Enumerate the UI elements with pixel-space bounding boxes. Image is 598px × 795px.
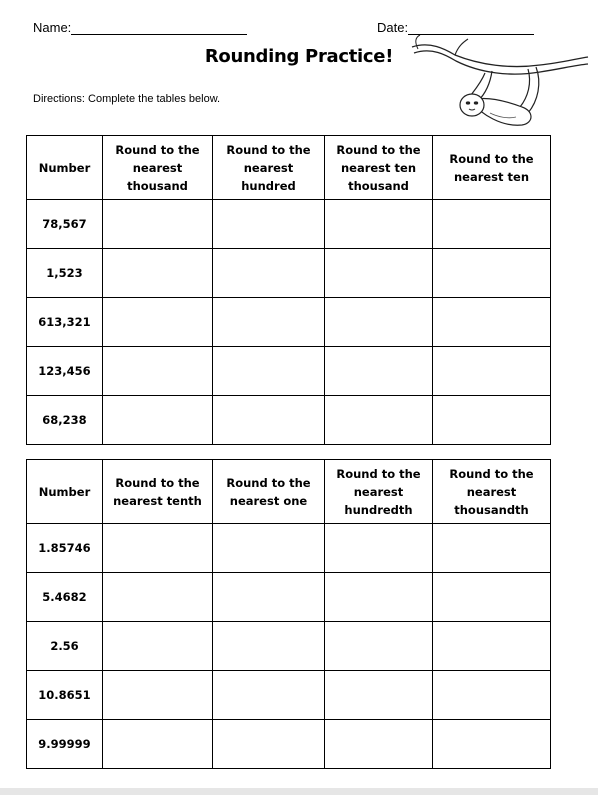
number-cell: 2.56: [27, 622, 103, 671]
answer-cell[interactable]: [325, 671, 433, 720]
answer-cell[interactable]: [103, 524, 213, 573]
column-header: Round to the nearest one: [213, 460, 325, 524]
number-cell: 68,238: [27, 396, 103, 445]
table-header-row: [27, 136, 551, 200]
column-header: Round to the nearest hundred: [213, 136, 325, 200]
column-header: Round to the nearest ten thousand: [325, 136, 433, 200]
answer-cell[interactable]: [213, 249, 325, 298]
answer-cell[interactable]: [433, 573, 551, 622]
name-field: [33, 20, 247, 35]
answer-cell[interactable]: [433, 622, 551, 671]
answer-cell[interactable]: [103, 200, 213, 249]
table-row: [27, 347, 551, 396]
column-header: Round to the nearest thousand: [103, 136, 213, 200]
answer-cell[interactable]: [433, 671, 551, 720]
answer-cell[interactable]: [103, 622, 213, 671]
answer-cell[interactable]: [213, 396, 325, 445]
answer-cell[interactable]: [325, 200, 433, 249]
table-row: [27, 720, 551, 769]
answer-cell[interactable]: [213, 622, 325, 671]
answer-cell[interactable]: [213, 298, 325, 347]
column-header: Round to the nearest thousandth: [433, 460, 551, 524]
answer-cell[interactable]: [103, 720, 213, 769]
number-cell: 613,321: [27, 298, 103, 347]
rounding-table-whole-numbers: [26, 135, 551, 445]
column-header: Number: [27, 460, 103, 524]
answer-cell[interactable]: [213, 720, 325, 769]
name-blank-line[interactable]: [71, 20, 247, 35]
answer-cell[interactable]: [213, 671, 325, 720]
number-cell: 123,456: [27, 347, 103, 396]
answer-cell[interactable]: [103, 249, 213, 298]
column-header: Number: [27, 136, 103, 200]
directions-text: Directions: Complete the tables below.: [33, 93, 221, 105]
answer-cell[interactable]: [433, 396, 551, 445]
table-row: [27, 524, 551, 573]
answer-cell[interactable]: [213, 347, 325, 396]
answer-cell[interactable]: [103, 347, 213, 396]
table-row: [27, 396, 551, 445]
date-field: [377, 20, 534, 35]
answer-cell[interactable]: [213, 200, 325, 249]
page-bottom-edge: [0, 788, 598, 795]
date-label: Date:: [377, 20, 409, 35]
answer-cell[interactable]: [433, 347, 551, 396]
answer-cell[interactable]: [213, 524, 325, 573]
answer-cell[interactable]: [433, 298, 551, 347]
answer-cell[interactable]: [325, 720, 433, 769]
answer-cell[interactable]: [325, 298, 433, 347]
answer-cell[interactable]: [213, 573, 325, 622]
column-header: Round to the nearest ten: [433, 136, 551, 200]
number-cell: 78,567: [27, 200, 103, 249]
table-header-row: [27, 460, 551, 524]
name-label: Name:: [33, 20, 72, 35]
answer-cell[interactable]: [325, 249, 433, 298]
number-cell: 10.8651: [27, 671, 103, 720]
answer-cell[interactable]: [103, 396, 213, 445]
column-header: Round to the nearest hundredth: [325, 460, 433, 524]
table-row: [27, 622, 551, 671]
answer-cell[interactable]: [433, 720, 551, 769]
table-row: [27, 200, 551, 249]
answer-cell[interactable]: [103, 671, 213, 720]
table-row: [27, 573, 551, 622]
sloth-illustration: [410, 35, 590, 135]
table-row: [27, 249, 551, 298]
number-cell: 1.85746: [27, 524, 103, 573]
answer-cell[interactable]: [103, 573, 213, 622]
rounding-table-decimals: [26, 459, 551, 769]
number-cell: 9.99999: [27, 720, 103, 769]
table-row: [27, 671, 551, 720]
answer-cell[interactable]: [103, 298, 213, 347]
worksheet-title: Rounding Practice!: [204, 46, 394, 67]
number-cell: 1,523: [27, 249, 103, 298]
column-header: Round to the nearest tenth: [103, 460, 213, 524]
date-blank-line[interactable]: [408, 20, 534, 35]
answer-cell[interactable]: [325, 524, 433, 573]
answer-cell[interactable]: [433, 200, 551, 249]
answer-cell[interactable]: [433, 249, 551, 298]
answer-cell[interactable]: [325, 622, 433, 671]
answer-cell[interactable]: [325, 396, 433, 445]
answer-cell[interactable]: [325, 573, 433, 622]
answer-cell[interactable]: [433, 524, 551, 573]
answer-cell[interactable]: [325, 347, 433, 396]
number-cell: 5.4682: [27, 573, 103, 622]
table-row: [27, 298, 551, 347]
